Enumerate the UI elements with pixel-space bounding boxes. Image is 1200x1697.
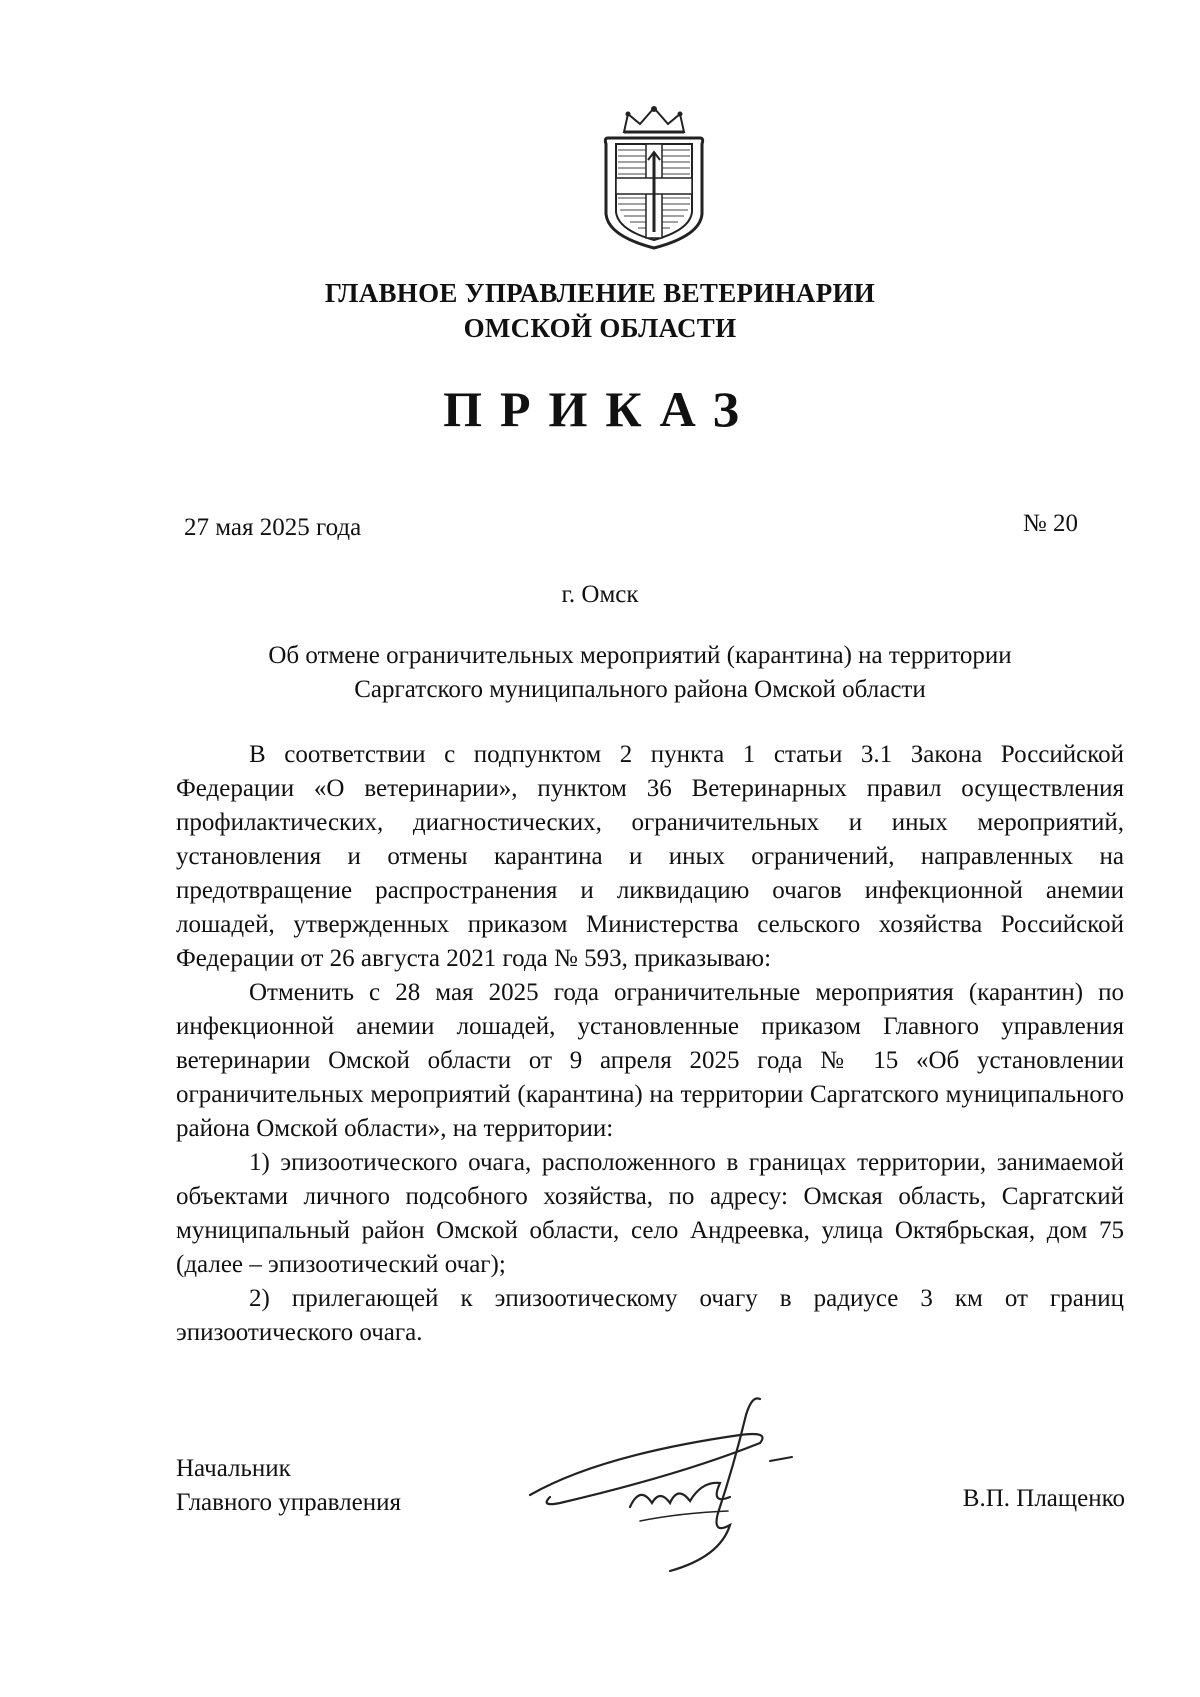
subject-line1: Об отмене ограничительных мероприятий (карантина) на территории bbox=[268, 642, 1012, 669]
body-paragraph-order: Отменить с 28 мая 2025 года ограничительные мероприятия (карантин) по инфекционной анемии лошадей, установленные приказом Главного управления ветеринарии Омской области от 9 апреля 2025 года № 15 «Об установлении ограничительных мероприятий (карантина) на территории Саргатского муниципального района Омской области», на территории: bbox=[176, 979, 1124, 1142]
signatory-position-line1: Начальник bbox=[176, 1455, 291, 1482]
document-city: г. Омск bbox=[561, 581, 639, 608]
document-number: № 20 bbox=[1022, 510, 1078, 537]
document-body bbox=[176, 738, 1124, 1350]
signatory-position bbox=[176, 1452, 401, 1520]
body-paragraph-item-2: 2) прилегающей к эпизоотическому очагу в радиусе 3 км от границ эпизоотического очага. bbox=[176, 1285, 1124, 1346]
document-date: 27 мая 2025 года bbox=[184, 514, 362, 541]
document-subject bbox=[200, 639, 1080, 707]
body-paragraph-legal-basis: В соответствии с подпунктом 2 пункта 1 статьи 3.1 Закона Российской Федерации «О ветеринарии», пунктом 36 Ветеринарных правил осуществления профилактических, диагностических, ограничительных и иных мероприятий, установления и отмены карантина и иных ограничений, направленных на предотвращение распространения и ликвидацию очагов инфекционной анемии лошадей, утвержденных приказом Министерства сельского хозяйства Российской Федерации от 26 августа 2021 года № 593, приказываю: bbox=[176, 741, 1124, 972]
signatory-position-line2: Главного управления bbox=[176, 1489, 401, 1516]
handwritten-signature bbox=[520, 1385, 840, 1585]
signatory-name: В.П. Плащенко bbox=[962, 1485, 1125, 1512]
subject-line2: Саргатского муниципального района Омской области bbox=[354, 676, 926, 703]
body-paragraph-item-1: 1) эпизоотического очага, расположенного в границах территории, занимаемой объектами личного подсобного хозяйства, по адресу: Омская область, Саргатский муниципальный район Омской области, село Андреевка, улица Октябрьская, дом 75 (далее – эпизоотический очаг); bbox=[176, 1149, 1124, 1278]
organization-name-line2: ОМСКОЙ ОБЛАСТИ bbox=[463, 313, 737, 343]
document-type-title: ПРИКАЗ bbox=[443, 381, 757, 437]
coat-of-arms-icon bbox=[594, 104, 714, 250]
organization-name-line1: ГЛАВНОЕ УПРАВЛЕНИЕ ВЕТЕРИНАРИИ bbox=[324, 278, 876, 308]
